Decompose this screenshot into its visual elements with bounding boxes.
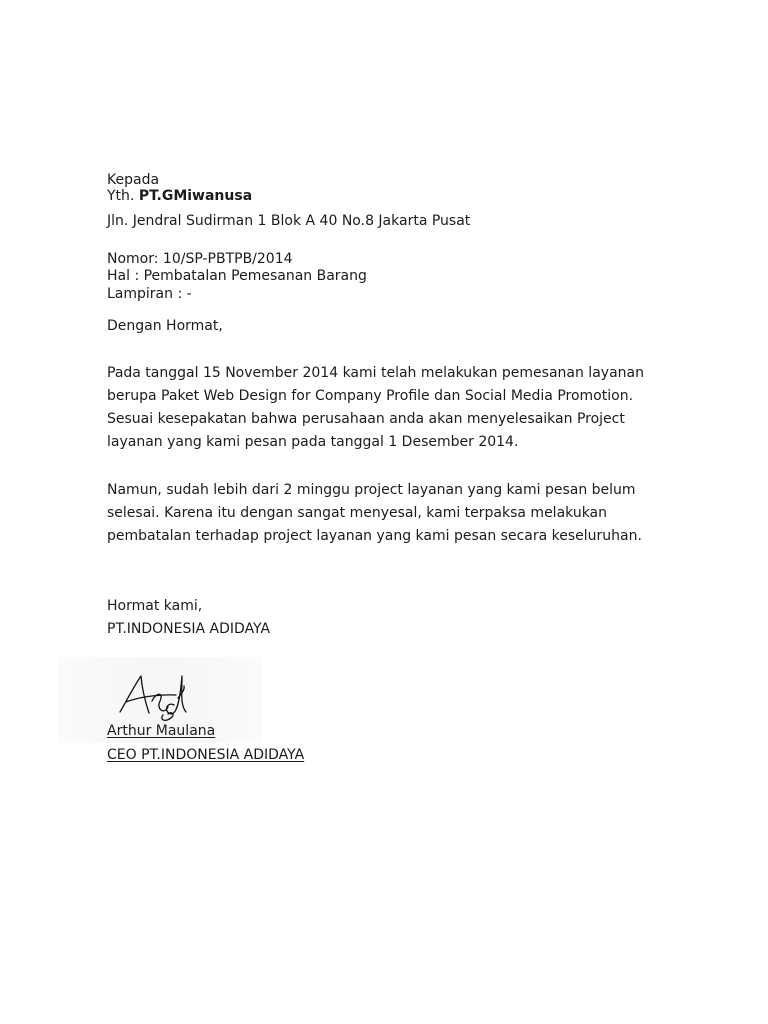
paragraph-line: berupa Paket Web Design for Company Profile dan Social Media Promotion. [107,388,634,404]
paragraph-line: pembatalan terhadap project layanan yang kami pesan secara keseluruhan. [107,528,642,544]
letter-subject: Hal : Pembatalan Pemesanan Barang [107,268,367,284]
paragraph-line: selesai. Karena itu dengan sangat menyesal, kami terpaksa melakukan [107,505,608,521]
paragraph-line: layanan yang kami pesan pada tanggal 1 Desember 2014. [107,434,519,450]
recipient-company: PT.GMiwanusa [138,188,253,204]
letter-number: Nomor: 10/SP-PBTPB/2014 [107,251,293,267]
paragraph-line: Sesuai kesepakatan bahwa perusahaan anda akan menyelesaikan Project [107,411,625,427]
recipient-kepada: Kepada [107,172,160,188]
handwritten-signature [114,668,196,726]
recipient-line [107,187,252,205]
recipient-address: Jln. Jendral Sudirman 1 Blok A 40 No.8 Jakarta Pusat [107,213,471,229]
salutation: Dengan Hormat, [107,318,223,334]
paragraph-line: Pada tanggal 15 November 2014 kami telah melakukan pemesanan layanan [107,365,644,381]
closing-company: PT.INDONESIA ADIDAYA [107,621,271,637]
closing-hormat: Hormat kami, [107,598,203,614]
signatory-title: CEO PT.INDONESIA ADIDAYA [107,747,305,763]
recipient-yth-prefix: Yth. [107,188,135,204]
letter-attachment: Lampiran : - [107,286,192,302]
signatory-name: Arthur Maulana [107,723,216,739]
paragraph-line: Namun, sudah lebih dari 2 minggu project layanan yang kami pesan belum [107,482,636,498]
